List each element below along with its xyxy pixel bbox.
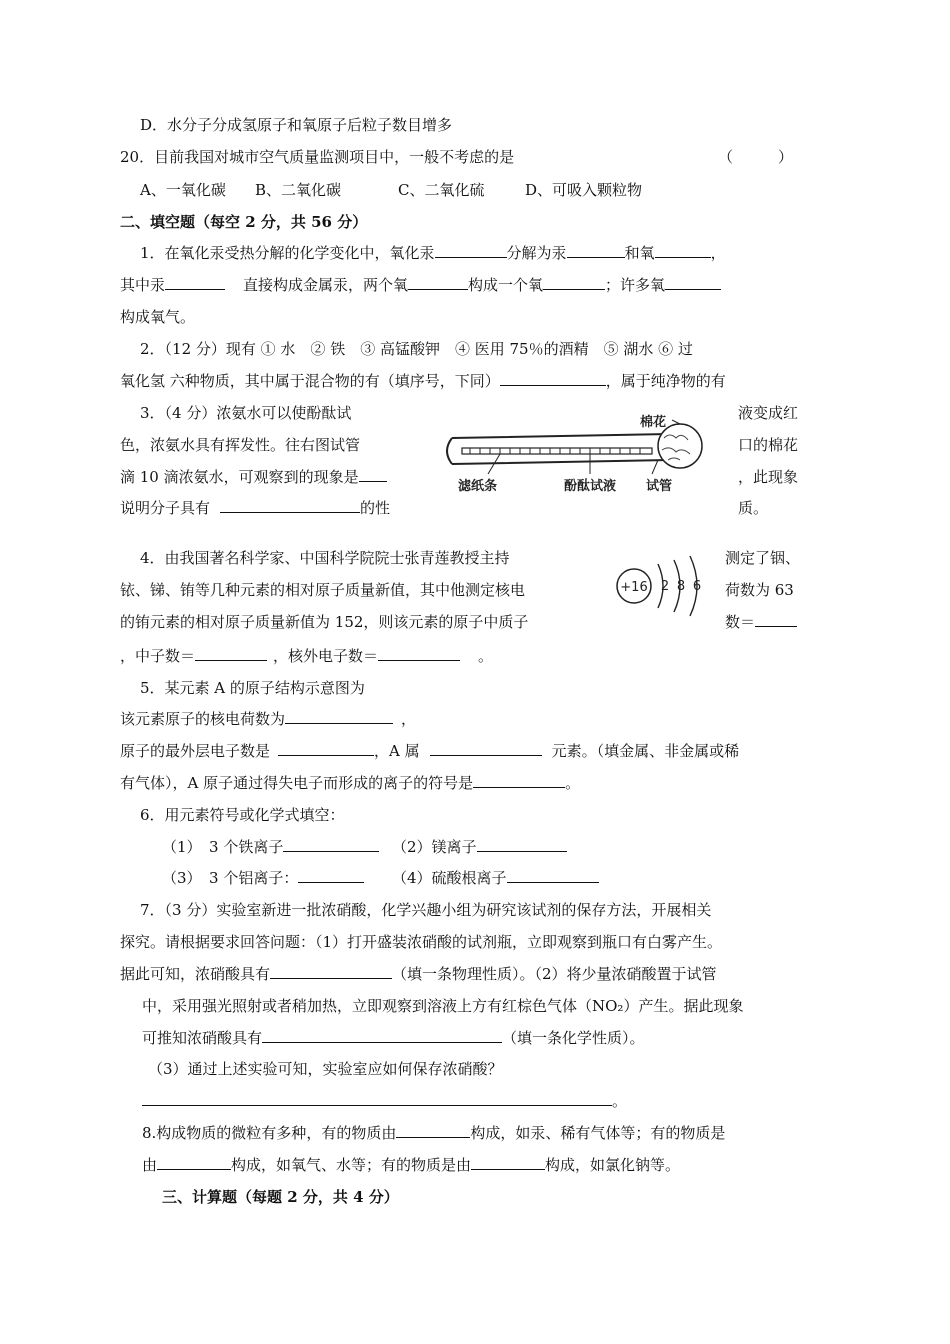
q1-line-2 (120, 274, 721, 296)
q1-text-g: 构成一个氧 (468, 276, 544, 294)
q7-line-5 (142, 1027, 645, 1049)
q4-text-e: 数＝ (725, 613, 756, 631)
q3-text-c: 滴 10 滴浓氨水，可观察到的现象是 (120, 468, 359, 486)
q1-text-d: ， (710, 244, 726, 262)
q4-line-3b (725, 611, 797, 633)
q7-text-a: 据此可知，浓硝酸具有 (120, 965, 271, 983)
q2-line-1: 2．（12 分）现有 ① 水 ② 铁 ③ 高锰酸钾 ④ 医用 75％的酒精 ⑤ 湖水 ⑥ 过 (140, 340, 693, 358)
q5-blank-3[interactable] (430, 740, 542, 756)
q1-blank-7[interactable] (665, 274, 721, 290)
section-3-title: 三、计算题（每题 2 分，共 4 分） (162, 1188, 399, 1206)
q5-line-3 (120, 740, 739, 762)
q2-text-b: ，属于纯净物的有 (605, 372, 726, 390)
q4-line-2a: 铱、锑、铕等几种元素的相对原子质量新值，其中他测定核电 (120, 581, 526, 599)
q7-blank-1[interactable] (270, 963, 392, 979)
q6-blank-2[interactable] (477, 836, 567, 852)
q3-blank-1[interactable] (359, 466, 387, 482)
q2-text-a: 氧化氢 六种物质，其中属于混合物的有（填序号，下同） (120, 372, 500, 390)
q7-blank-2[interactable] (262, 1027, 502, 1043)
q5-text-d: ，A 属 (374, 742, 420, 760)
q1-blank-2[interactable] (567, 242, 625, 258)
q7-text-e: 。 (612, 1092, 628, 1110)
q3-blank-2[interactable] (220, 497, 360, 513)
q8-blank-1[interactable] (396, 1122, 470, 1138)
q4-line-2b: 荷数为 63 (725, 581, 794, 599)
q4-line-1a: 4．由我国著名科学家、中国科学院院士张青莲教授主持 (140, 549, 510, 567)
q5-text-c: 原子的最外层电子数是 (120, 742, 271, 760)
q20-option-a: A、一氧化碳 (140, 181, 226, 199)
q5-text-a: 该元素原子的核电荷数为 (120, 710, 286, 728)
q6-blank-3[interactable] (298, 867, 364, 883)
test-tube-figure (440, 408, 710, 498)
q3-line-1a: 3．（4 分）浓氨水可以使酚酞试 (140, 404, 352, 422)
label-test-tube: 试管 (646, 479, 673, 494)
q6-item-1 (162, 836, 379, 858)
q4-blank-3[interactable] (378, 645, 460, 661)
q20-option-d: D、可吸入颗粒物 (525, 181, 643, 199)
q1-text-c: 和氧 (624, 244, 655, 262)
q1-blank-6[interactable] (543, 274, 605, 290)
q4-line-4 (120, 645, 493, 667)
q1-line-1 (140, 242, 726, 264)
q7-text-d: （填一条化学性质）。 (502, 1029, 645, 1047)
q7-blank-3[interactable] (142, 1090, 612, 1106)
q5-line-4 (120, 772, 580, 794)
q2-blank-1[interactable] (500, 370, 606, 386)
atom-shell-2: 8 (676, 579, 686, 594)
q6-title: 6．用元素符号或化学式填空： (140, 806, 345, 824)
q5-text-e: 元素。（填金属、非金属或稀 (551, 742, 740, 760)
q5-line-1: 5．某元素 A 的原子结构示意图为 (140, 679, 365, 697)
q20-option-b: B、二氧化碳 (255, 181, 342, 199)
q2-line-2 (120, 370, 726, 392)
q7-text-c: 可推知浓硝酸具有 (142, 1029, 263, 1047)
q5-blank-4[interactable] (473, 772, 565, 788)
q4-text-g: ，核外电子数＝ (273, 647, 379, 665)
q7-line-1: 7．（3 分）实验室新进一批浓硝酸，化学兴趣小组为研究该试剂的保存方法，开展相关 (140, 901, 712, 919)
q6-item-4-text: （4）硫酸根离子 (392, 869, 507, 887)
q20-option-c: C、二氧化硫 (398, 181, 485, 199)
atom-shell-1: 2 (660, 579, 670, 594)
q1-text-b: 分解为汞 (506, 244, 567, 262)
q4-blank-2[interactable] (195, 645, 267, 661)
q7-line-4: 中，采用强光照射或者稍加热，立即观察到溶液上方有红棕色气体（NO₂）产生。据此现象 (142, 997, 744, 1015)
q7-line-6: （3）通过上述实验可知，实验室应如何保存浓硝酸？ (148, 1060, 503, 1078)
q3-line-4a (120, 497, 390, 519)
q6-item-3-text: （3） 3 个铝离子： (162, 869, 299, 887)
q1-text-f: 直接构成金属汞，两个氧 (243, 276, 409, 294)
q1-text-e: 其中汞 (120, 276, 166, 294)
section-2-title: 二、填空题（每空 2 分，共 56 分） (120, 213, 368, 231)
q7-line-3 (120, 963, 717, 985)
q8-text-a: 8.构成物质的微粒有多种，有的物质由 (142, 1124, 397, 1142)
q6-item-1-text: （1） 3 个铁离子 (162, 838, 284, 856)
q8-text-b: 构成，如汞、稀有气体等；有的物质是 (470, 1124, 726, 1142)
q8-blank-2[interactable] (157, 1154, 231, 1170)
q7-line-7 (142, 1090, 627, 1112)
q8-line-2 (142, 1154, 680, 1176)
q3-line-1b: 液变成红 (738, 404, 799, 422)
q1-blank-5[interactable] (408, 274, 468, 290)
q4-text-h: 。 (478, 647, 494, 665)
q1-blank-4[interactable] (165, 274, 225, 290)
q5-text-b: ， (401, 710, 417, 728)
q1-blank-1[interactable] (435, 242, 507, 258)
q1-blank-3[interactable] (655, 242, 711, 258)
q6-blank-4[interactable] (507, 867, 599, 883)
q7-line-2: 探究。请根据要求回答问题：（1）打开盛装浓硝酸的试剂瓶，立即观察到瓶口有白雾产生。 (120, 933, 723, 951)
q8-text-c: 由 (142, 1156, 158, 1174)
q5-blank-1[interactable] (285, 708, 393, 724)
q6-item-2-text: （2）镁离子 (392, 838, 477, 856)
q4-line-1b: 测定了铟、 (725, 549, 801, 567)
q3-line-2b: 口的棉花 (738, 436, 799, 454)
q3-line-3a (120, 466, 387, 488)
q3-line-4c: 质。 (738, 499, 769, 517)
q1-text-a: 1．在氧化汞受热分解的化学变化中，氧化汞 (140, 244, 435, 262)
q6-blank-1[interactable] (283, 836, 379, 852)
atom-structure-diagram (610, 552, 710, 618)
q20-answer-paren: （ ） (718, 148, 794, 166)
q5-blank-2[interactable] (278, 740, 374, 756)
q8-line-1 (142, 1122, 725, 1144)
q1-line-3: 构成氧气。 (120, 308, 196, 326)
label-cotton: 棉花 (640, 415, 667, 430)
atom-nucleus-charge: +16 (620, 580, 648, 595)
q8-blank-3[interactable] (471, 1154, 545, 1170)
q4-line-3a: 的铕元素的相对原子质量新值为 152，则该元素的原子中质子 (120, 613, 529, 631)
q8-text-e: 构成，如氯化钠等。 (545, 1156, 681, 1174)
label-phenolphthalein: 酚酞试液 (564, 479, 617, 494)
q3-text-e: 的性 (360, 499, 391, 517)
q5-text-g: 。 (565, 774, 581, 792)
q19-option-d: D．水分子分成氢原子和氧原子后粒子数目增多 (140, 116, 453, 134)
q1-text-h: ；许多氧 (605, 276, 666, 294)
q5-text-f: 有气体），A 原子通过得失电子而形成的离子的符号是 (120, 774, 474, 792)
q6-item-3 (162, 867, 364, 889)
q8-text-d: 构成，如氧气、水等；有的物质是由 (231, 1156, 472, 1174)
q5-line-2 (120, 708, 416, 730)
q3-line-3b: ，此现象 (738, 468, 799, 486)
label-filter-paper: 滤纸条 (458, 479, 498, 494)
q20-stem: 20．目前我国对城市空气质量监测项目中，一般不考虑的是 (120, 148, 515, 166)
q4-text-f: ，中子数＝ (120, 647, 196, 665)
q3-text-d: 说明分子具有 (120, 499, 211, 517)
q4-blank-1[interactable] (755, 611, 797, 627)
q6-item-4 (392, 867, 599, 889)
atom-shell-3: 6 (692, 579, 702, 594)
q7-text-b: （填一条物理性质）。（2）将少量浓硝酸置于试管 (392, 965, 717, 983)
q3-line-2a: 色，浓氨水具有挥发性。往右图试管 (120, 436, 361, 454)
q6-item-2 (392, 836, 567, 858)
